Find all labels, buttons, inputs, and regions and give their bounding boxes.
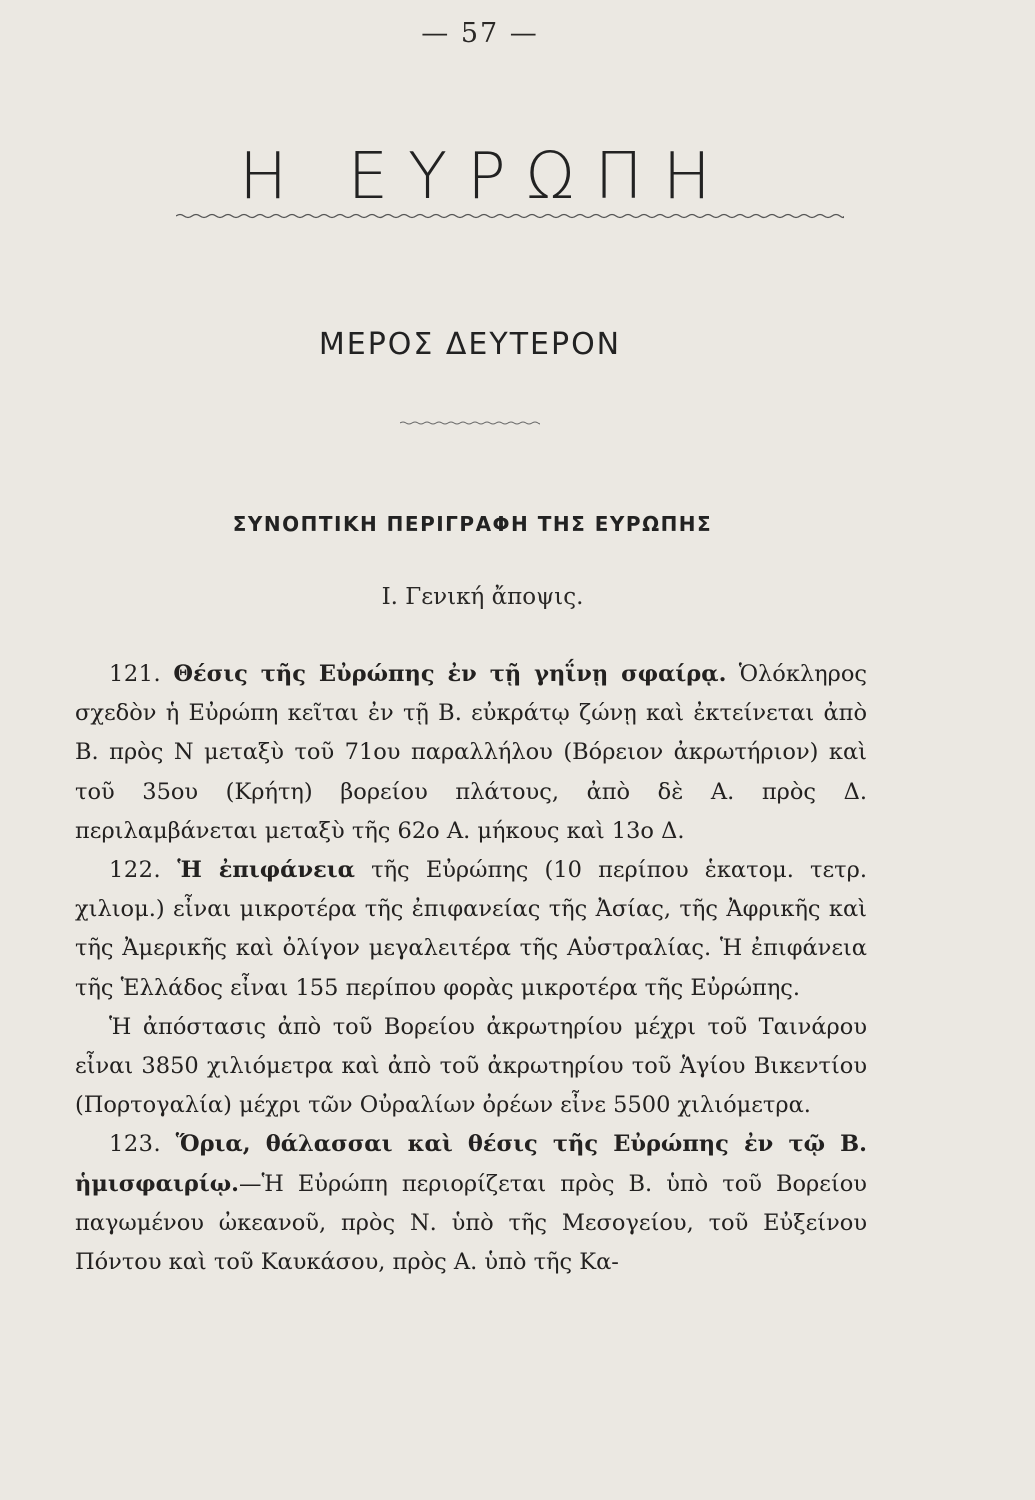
paragraph-text: Ἡ ἀπόστασις ἀπὸ τοῦ Βορείου ἀκρωτηρίου μέχρι τοῦ Ταινάρου εἶναι 3850 χιλιόμετρα καὶ ἀπὸ τοῦ ἀκρωτηρίου τοῦ Ἁγίου Βικεντίου (Πορτογαλία) μέχρι τῶν Οὐραλίων ὀρέων εἶνε 5500 χιλιόμετρα. [75,1013,867,1119]
paragraph-text: —Ἡ Εὐρώπη περιορίζεται πρὸς Β. ὑπὸ τοῦ Βορείου παγωμένου ὠκεανοῦ, πρὸς Ν. ὑπὸ τῆς Μεσογείου, τοῦ Εὐξείνου Πόντου καὶ τοῦ Καυκάσου, πρὸς Α. ὑπὸ τῆς Κα- [75,1170,867,1276]
paragraph-121 [75,655,867,851]
chapter-title: Η ΕΥΡΩΠΗ [239,140,731,214]
page-number: — 57 — [421,18,539,49]
paragraph-heading: Θέσις τῆς Εὐρώπης ἐν τῇ γηΐνῃ σφαίρᾳ. [173,661,727,687]
paragraph-heading: Ἡ ἐπιφάνεια [177,857,355,884]
decorative-rule [400,420,540,426]
paragraph-122 [75,851,867,1008]
decorative-rule [176,212,844,220]
paragraph-text: Ὁλόκληρος σχεδὸν ἡ Εὐρώπη κεῖται ἐν τῇ Β. εὐκράτῳ ζώνῃ καὶ ἐκτείνεται ἀπὸ Β. πρὸς Ν μεταξὺ τοῦ 71ου παραλλήλου (Βόρειον ἀκρωτήριον) καὶ τοῦ 35ου (Κρήτη) βορείου πλάτους, ἀπὸ δὲ Α. πρὸς Δ. περιλαμβάνεται μεταξὺ τῆς 62ο Α. μήκους καὶ 13ο Δ. [75,661,868,844]
subsection-title: I. Γενική ἄποψις. [381,584,584,610]
body-text [75,655,867,1282]
paragraph-heading: Ὅρια, θάλασσαι καὶ θέσις τῆς Εὐρώπης ἐν τῷ Β. ἡμισφαιρίῳ. [75,1131,867,1197]
paragraph-number: 122. [109,857,162,884]
paragraph-number: 123. [109,1131,162,1158]
paragraph-number: 121. [109,661,162,687]
section-title: ΣΥΝΟΠΤΙΚΗ ΠΕΡΙΓΡΑΦΗ ΤΗΣ ΕΥΡΩΠΗΣ [232,512,713,536]
paragraph-123 [75,1125,867,1282]
paragraph-122-continued [75,1008,867,1126]
paragraph-text: τῆς Εὐρώπης (10 περίπου ἑκατομ. τετρ. χιλιομ.) εἶναι μικροτέρα τῆς ἐπιφανείας τῆς Ἀσίας, τῆς Ἀφρικῆς καὶ τῆς Ἀμερικῆς καὶ ὀλίγον μεγαλειτέρα τῆς Αὐστραλίας. Ἡ ἐπιφάνεια τῆς Ἑλλάδος εἶναι 155 περίπου φορὰς μικροτέρα τῆς Εὐρώπης. [75,857,867,1001]
part-title: ΜΕΡΟΣ ΔΕΥΤΕΡΟΝ [318,327,622,362]
